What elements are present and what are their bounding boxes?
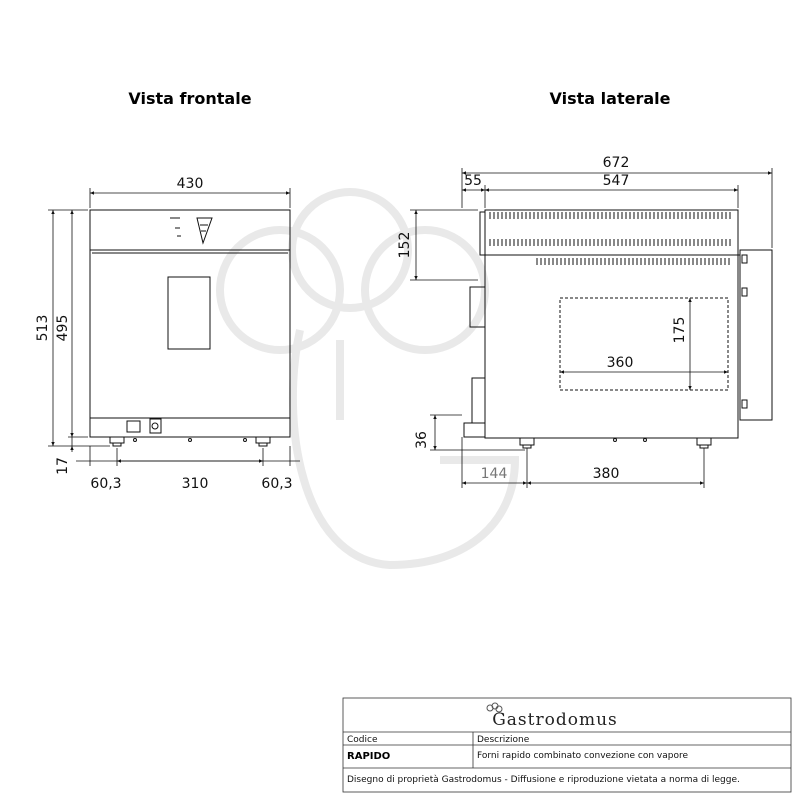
dim-front-foot-center: 310 (181, 476, 209, 492)
dim-front-width: 430 (176, 176, 204, 192)
description-value: Forni rapido combinato convezione con vapore (477, 751, 689, 761)
side-view-vents (490, 212, 730, 265)
dim-side-depth-total: 672 (602, 155, 630, 171)
dim-front-feet-height: 17 (55, 457, 71, 475)
dim-front-height-body: 495 (55, 314, 71, 342)
ownership-notice: Disegno di proprietà Gastrodomus - Diffusione e riproduzione vietata a norma di legge. (347, 775, 740, 785)
code-value: RAPIDO (347, 751, 391, 762)
dim-side-top-height: 152 (397, 231, 413, 259)
dim-side-foot-span: 380 (592, 466, 620, 482)
front-view-title: Vista frontale (128, 89, 252, 108)
watermark-logo (220, 192, 515, 565)
front-view-oven (90, 210, 290, 446)
description-label: Descrizione (477, 735, 530, 745)
dim-side-depth-offset: 55 (464, 173, 482, 189)
dim-front-height-total: 513 (35, 314, 51, 342)
dim-side-chamber-height: 175 (672, 316, 688, 344)
dim-side-chamber-depth: 360 (606, 355, 634, 371)
brand-name: Gastrodomus (492, 710, 618, 730)
dim-side-depth-body: 547 (602, 173, 630, 189)
dim-front-foot-left: 60,3 (90, 476, 122, 492)
code-label: Codice (347, 735, 378, 745)
side-view-title: Vista laterale (549, 89, 671, 108)
dim-side-feet-height: 36 (414, 431, 430, 449)
dim-side-foot-front: 144 (480, 466, 508, 482)
dim-front-foot-right: 60,3 (261, 476, 293, 492)
